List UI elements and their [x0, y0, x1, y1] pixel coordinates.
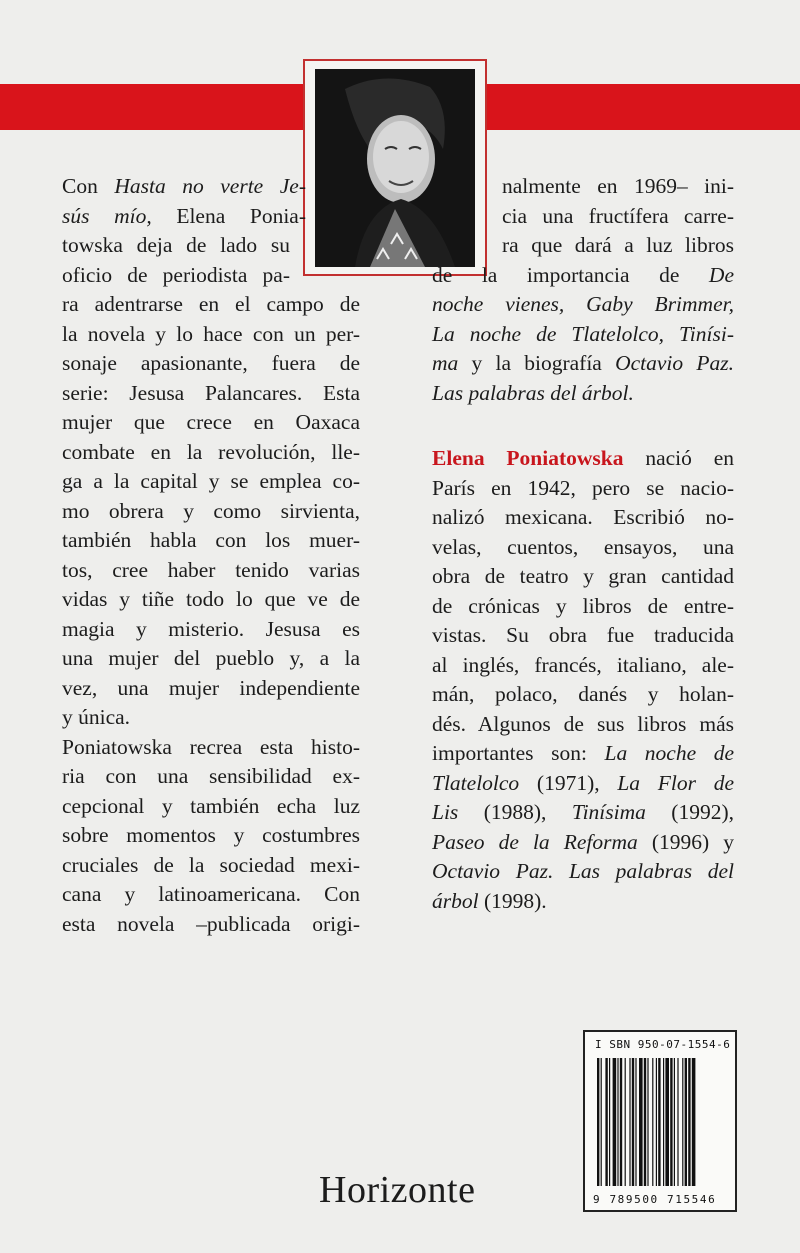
text-line: cruciales de la sociedad mexi-	[62, 852, 360, 877]
barcode-bar	[670, 1058, 672, 1186]
barcode-bar	[674, 1058, 675, 1186]
text-line: al inglés, francés, italiano, ale-	[432, 652, 734, 677]
text-line: de la importancia de De	[432, 262, 734, 287]
text-line: obra de teatro y gran cantidad	[432, 564, 734, 588]
barcode-bar	[685, 1058, 687, 1186]
text-line: y única.	[62, 705, 131, 729]
barcode-bar	[625, 1058, 626, 1186]
text-line: Lis (1988), Tinísima (1992),	[432, 800, 734, 824]
text-line: ra adentrarse en el campo de	[62, 292, 360, 316]
text-line: towska deja de lado su	[62, 233, 290, 257]
text-line: magia y misterio. Jesusa es	[62, 616, 360, 641]
text-line: cia una fructífera carre-	[502, 203, 734, 228]
text-line: Paseo de la Reforma (1996) y	[432, 829, 734, 854]
barcode-bar	[682, 1058, 683, 1186]
text-line: Octavio Paz. Las palabras del	[432, 859, 734, 883]
barcode-bar	[665, 1058, 669, 1186]
text-line: oficio de periodista pa-	[62, 262, 290, 287]
barcode-bar	[605, 1058, 607, 1186]
left-text-column	[62, 172, 360, 939]
text-line: serie: Jesusa Palancares. Esta	[62, 380, 360, 405]
barcode-bar	[658, 1058, 660, 1186]
text-line: de crónicas y libros de entre-	[432, 593, 734, 618]
text-line: vidas y tiñe todo lo que ve de	[62, 587, 360, 611]
text-line: una mujer del pueblo y, a la	[62, 646, 360, 670]
text-line: sús mío, Elena Ponia-	[62, 203, 307, 228]
text-line: tos, cree haber tenido varias	[62, 557, 360, 582]
text-line: ma y la biografía Octavio Paz.	[432, 351, 734, 375]
text-line: combate en la revolución, lle-	[62, 439, 360, 464]
barcode-bar	[635, 1058, 636, 1186]
text-line: ra que dará a luz libros	[502, 233, 734, 257]
barcode-bar	[644, 1058, 646, 1186]
text-line: mo obrera y como sirvienta,	[62, 498, 360, 523]
text-line: también habla con los muer-	[62, 528, 360, 552]
barcode-bar	[617, 1058, 618, 1186]
text-line: Tlatelolco (1971), La Flor de	[432, 770, 734, 795]
barcode-bar	[639, 1058, 643, 1186]
isbn-barcode	[583, 1030, 737, 1212]
barcode-bar	[620, 1058, 622, 1186]
barcode-bar	[652, 1058, 653, 1186]
text-line: mujer que crece en Oaxaca	[62, 410, 360, 434]
barcode-bar	[677, 1058, 678, 1186]
barcode-bar	[609, 1058, 610, 1186]
barcode-bar	[597, 1058, 599, 1186]
text-line: velas, cuentos, ensayos, una	[432, 534, 734, 559]
text-line: vez, una mujer independiente	[62, 675, 360, 700]
text-line: vistas. Su obra fue traducida	[432, 623, 734, 647]
text-line: París en 1942, pero se nacio-	[432, 475, 734, 500]
right-text-column	[432, 172, 734, 916]
barcode-bar	[688, 1058, 690, 1186]
text-line: esta novela –publicada origi-	[62, 911, 360, 936]
text-line: La noche de Tlatelolco, Tinísi-	[432, 321, 734, 346]
barcode-bar	[629, 1058, 630, 1186]
text-line: árbol (1998).	[432, 888, 547, 913]
text-line: Las palabras del árbol.	[432, 380, 634, 405]
isbn-label: I SBN 950-07-1554-6	[595, 1038, 731, 1051]
barcode-bar	[601, 1058, 602, 1186]
text-line: sonaje apasionante, fuera de	[62, 351, 360, 375]
barcode-bar	[647, 1058, 648, 1186]
text-line: importantes son: La noche de	[432, 741, 734, 765]
text-line: nalizó mexicana. Escribió no-	[432, 505, 734, 529]
barcode-bar	[663, 1058, 664, 1186]
text-line: ga a la capital y se emplea co-	[62, 469, 360, 493]
barcode-bar	[692, 1058, 696, 1186]
barcode-bar	[613, 1058, 617, 1186]
text-line: Elena Poniatowska nació en	[432, 446, 735, 470]
text-line: noche vienes, Gaby Brimmer,	[432, 292, 734, 316]
text-line: nalmente en 1969– ini-	[502, 174, 734, 198]
text-line: mán, polaco, danés y holan-	[432, 682, 734, 706]
text-line: Con Hasta no verte Je-	[62, 174, 306, 198]
text-line: la novela y lo hace con un per-	[62, 321, 360, 346]
barcode-icon	[597, 1058, 725, 1186]
paragraph-continuation	[432, 172, 734, 261]
text-line: cana y latinoamericana. Con	[62, 882, 360, 906]
barcode-bar	[656, 1058, 657, 1186]
barcode-bar	[632, 1058, 634, 1186]
text-line: sobre momentos y costumbres	[62, 823, 360, 847]
publisher-logo: Horizonte	[319, 1169, 476, 1211]
text-line: Poniatowska recrea esta histo-	[62, 734, 360, 759]
text-line: dés. Algunos de sus libros más	[432, 711, 734, 736]
author-name: Elena Poniatowska	[432, 446, 624, 470]
ean-number: 9 789500 715546	[593, 1193, 717, 1206]
text-line: ria con una sensibilidad ex-	[62, 764, 360, 788]
text-line: cepcional y también echa luz	[62, 793, 360, 818]
